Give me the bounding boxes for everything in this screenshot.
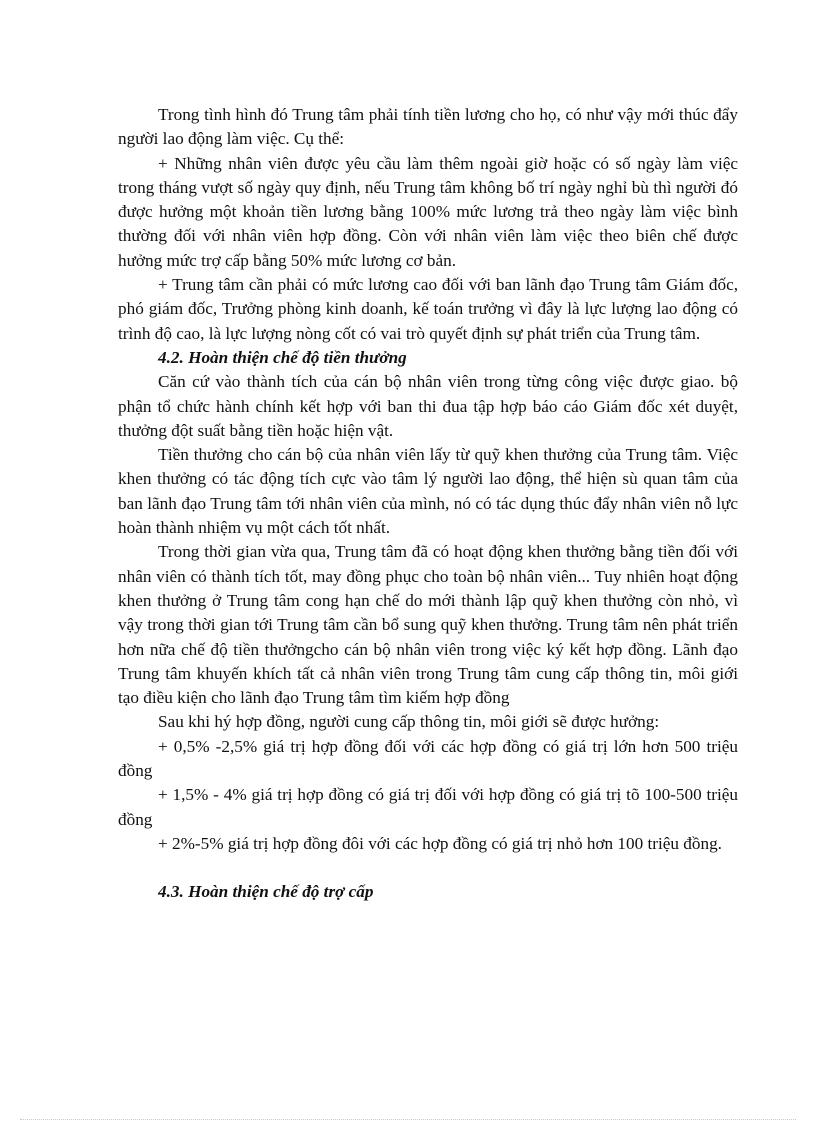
paragraph: + 1,5% - 4% giá trị hợp đồng có giá trị đối với hợp đồng có giá trị tõ 100-500 triệu đồng — [118, 785, 738, 829]
paragraph: Căn cứ vào thành tích của cán bộ nhân viên trong từng công việc được giao. bộ phận tổ chức hành chính kết hợp với ban thi đua tập hợp báo cáo Giám đốc xét duyệt, thưởng đột suất bằng tiền hoặc hiện vật. — [118, 372, 738, 440]
paragraph: + 2%-5% giá trị hợp đồng đôi với các hợp đồng có giá trị nhỏ hơn 100 triệu đồng. — [158, 833, 722, 853]
section-heading: 4.3. Hoàn thiện chế độ trợ cấp — [158, 882, 374, 902]
paragraph: + 0,5% -2,5% giá trị hợp đồng đối với các hợp đồng có giá trị lớn hơn 500 triệu đồng — [118, 736, 738, 781]
paragraph: + Những nhân viên được yêu cầu làm thêm ngoài giờ hoặc có số ngày làm việc trong tháng vượt số ngày quy định, nếu Trung tâm không bố trí ngày nghỉ bù thì người đó được hưởng một khoản tiền lương bằng 100% mức lương trả theo ngày làm việc bình thường đối với nhân viên hợp đồng. Còn với nhân viên làm việc theo biên chế được hưởng mức trợ cấp bằng 50% mức lương cơ bản. — [118, 153, 738, 270]
spacer — [118, 856, 738, 880]
paragraph: Tiền thưởng cho cán bộ của nhân viên lấy từ quỹ khen thưởng của Trung tâm. Việc khen thưởng có tác động tích cực vào tâm lý người lao động, thể hiện sù quan tâm của ban lãnh đạo Trung tâm tới nhân viên của mình, nó có tác dụng thúc đẩy nhân viên nỗ lực hoàn thành nhiệm vụ một cách tốt nhất. — [118, 445, 738, 538]
page-bottom-divider — [20, 1119, 796, 1120]
section-heading: 4.2. Hoàn thiện chế độ tiền thưởng — [158, 347, 407, 367]
paragraph: Sau khi hý hợp đồng, người cung cấp thông tin, môi giới sẽ được hưởng: — [158, 712, 660, 732]
document-page — [118, 103, 738, 905]
paragraph: + Trung tâm cần phải có mức lương cao đối với ban lãnh đạo Trung tâm Giám đốc, phó giám đốc, Trưởng phòng kinh doanh, kế toán trưởng vì đây là lực lượng lao động có trình độ cao, là lực lượng nòng cốt có vai trò quyết định sự phát triển của Trung tâm. — [118, 275, 738, 343]
paragraph: Trong thời gian vừa qua, Trung tâm đã có hoạt động khen thưởng bằng tiền đối với nhân viên có thành tích tốt, may đồng phục cho toàn bộ nhân viên... Tuy nhiên hoạt động khen thưởng ở Trung tâm cong hạn chế do mới thành lập quỹ khen thưởng còn nhỏ, vì vậy trong thời gian tới Trung tâm cần bổ sung quỹ khen thưởng. Trung tâm nên phát triển hơn nữa chế độ tiền thưởngcho cán bộ nhân viên trong việc ký kết hợp đồng. Lãnh đạo Trung tâm khuyến khích tất cả nhân viên trong Trung tâm cung cấp thông tin, môi giới tạo điều kiện cho lãnh đạo Trung tâm tìm kiếm hợp đồng — [118, 542, 738, 708]
paragraph: Trong tình hình đó Trung tâm phải tính tiền lương cho họ, có như vậy mới thúc đẩy người lao động làm việc. Cụ thể: — [118, 105, 738, 149]
